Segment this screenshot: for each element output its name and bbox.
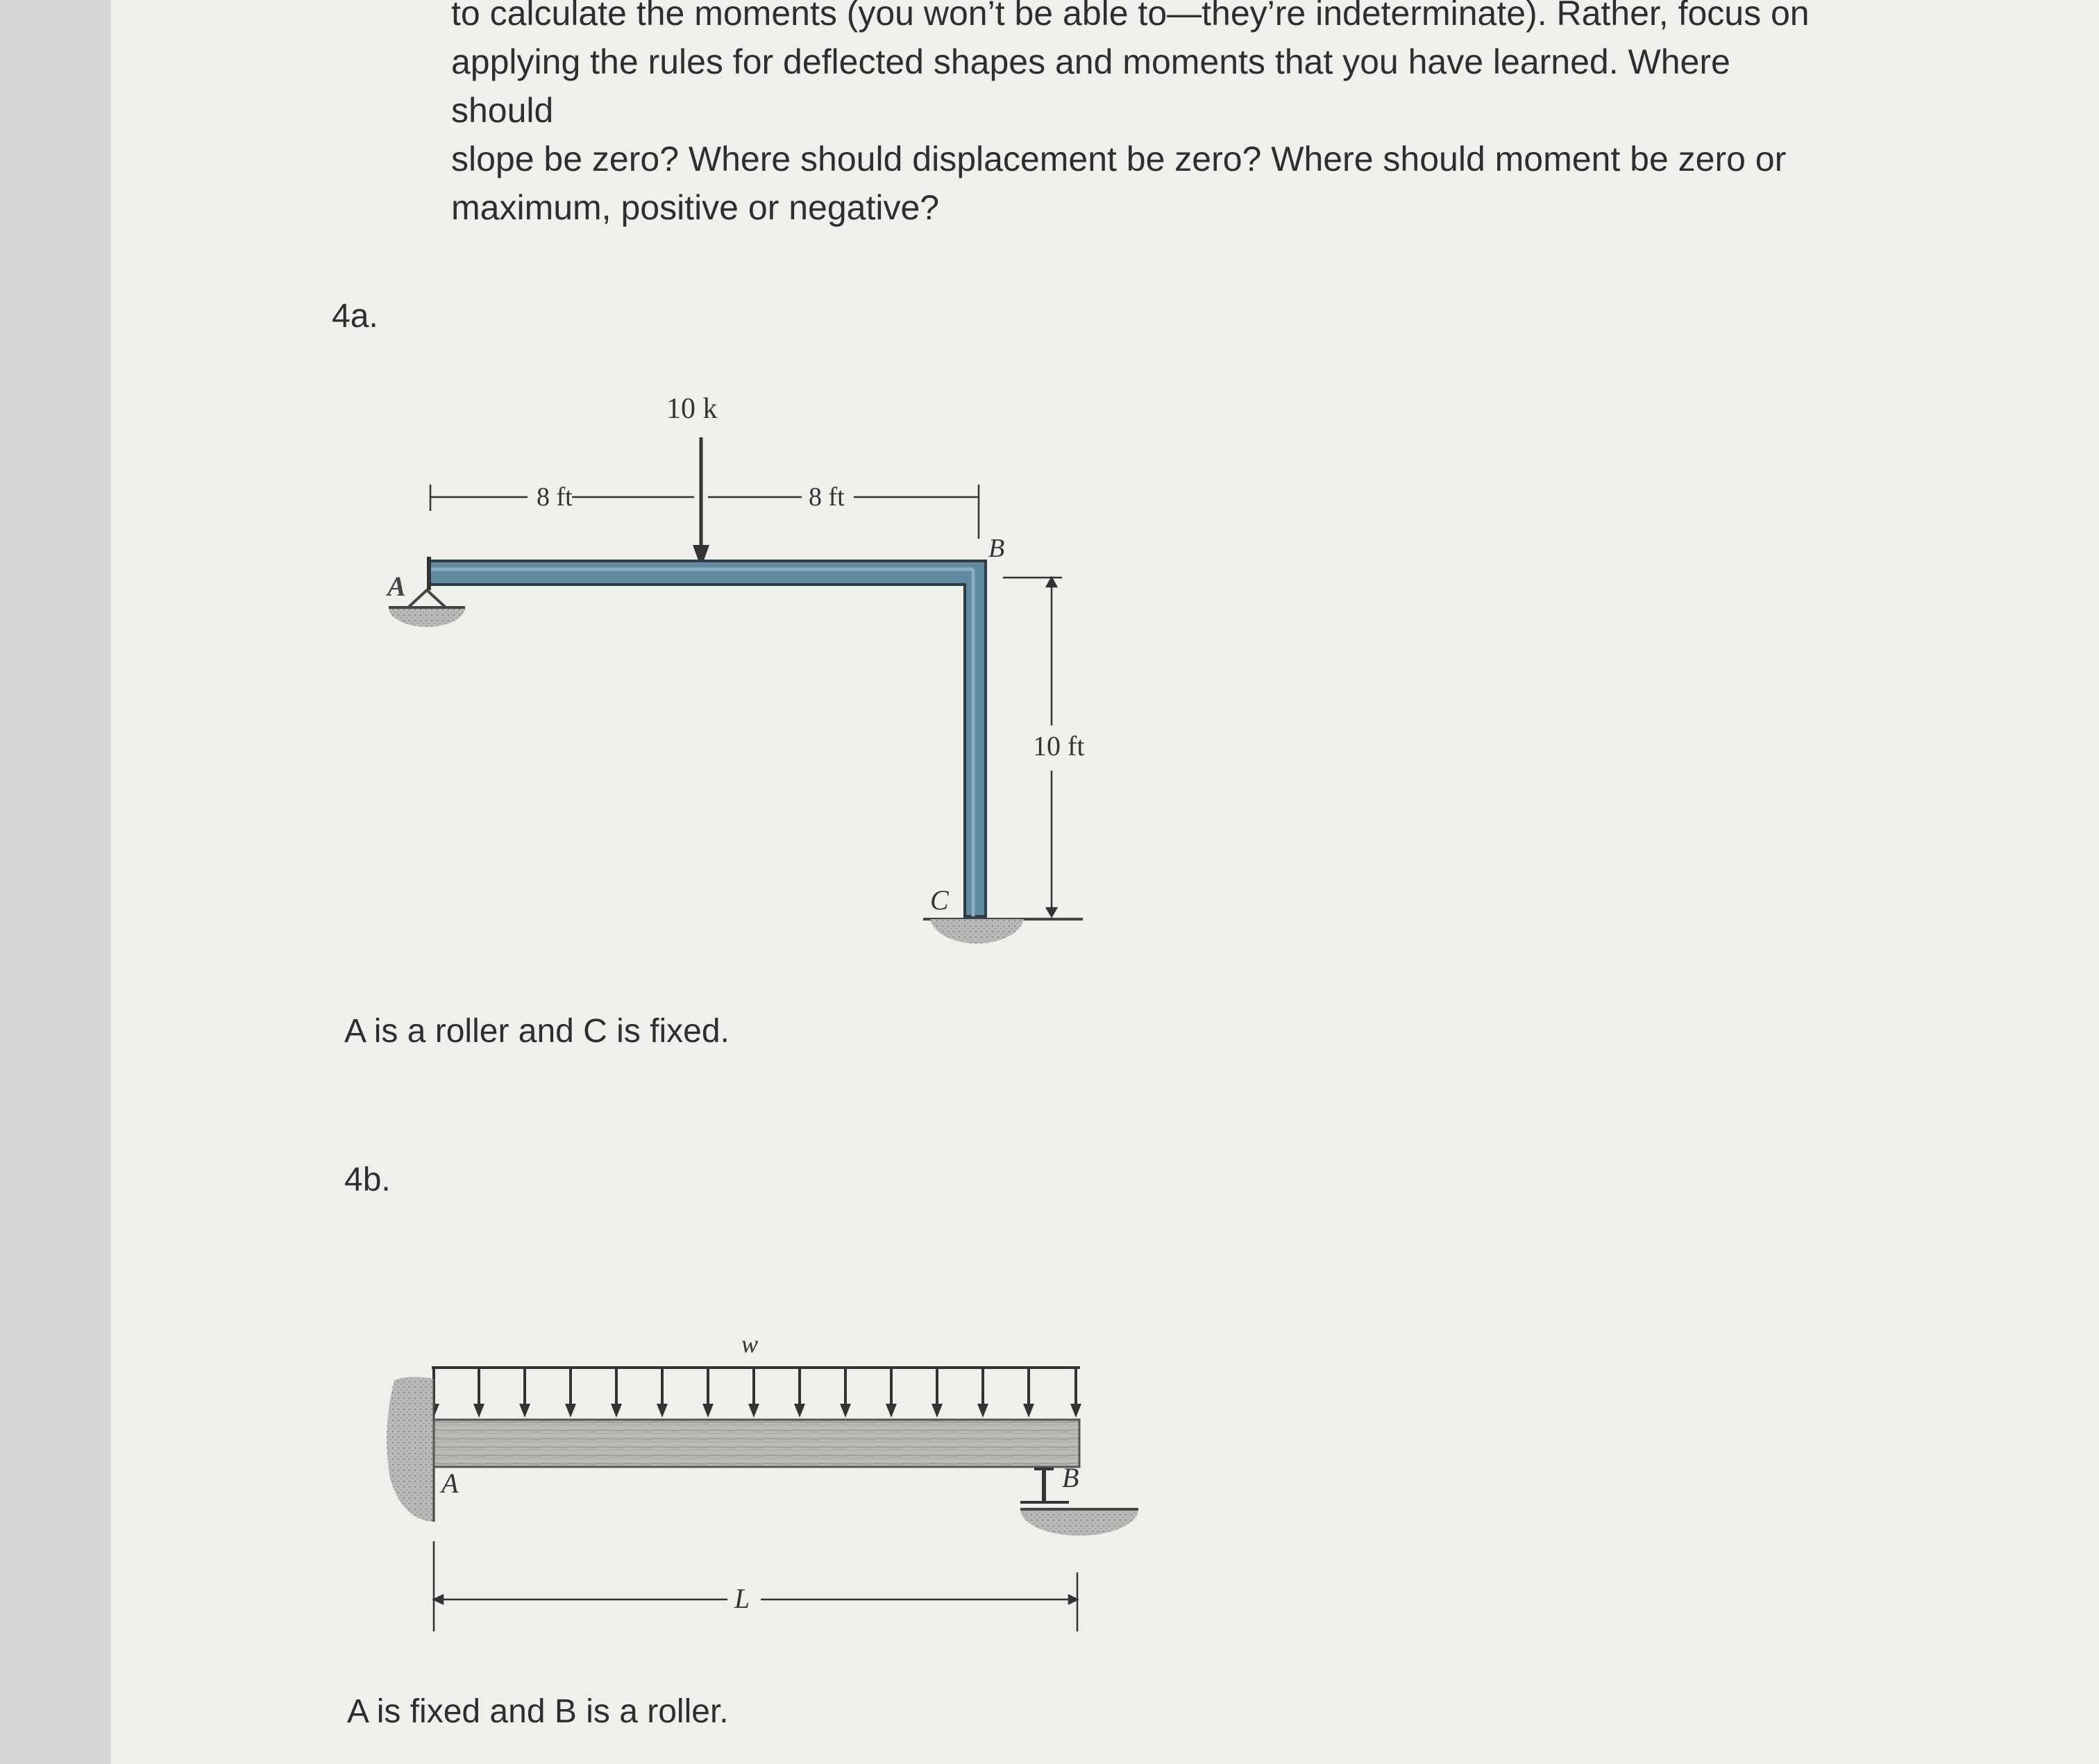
beam-figure-4b [375, 1319, 1208, 1652]
node-a-label: A [387, 571, 406, 602]
fixed-support-c [923, 919, 1083, 943]
instructions-line: slope be zero? Where should displacement be zero? Where should moment be zero or [451, 140, 1787, 178]
distributed-load-label: w [741, 1330, 759, 1358]
distributed-load-arrows [428, 1368, 1081, 1418]
node-b-label: B [1062, 1462, 1079, 1493]
node-b-label: B [988, 534, 1005, 563]
instructions-line: maximum, positive or negative? [451, 188, 940, 227]
fixed-wall-a [387, 1377, 434, 1522]
instructions-line: to calculate the moments (you won’t be able to—they’re indeterminate). Rather, focus on [451, 0, 1810, 33]
beam-member [434, 1420, 1079, 1467]
point-load-arrow [693, 437, 709, 568]
frame-member [429, 561, 986, 916]
span-label: L [734, 1583, 750, 1614]
dimension-line-span [434, 1541, 1077, 1631]
instructions-line: applying the rules for deflected shapes and moments that you have learned. Where should [451, 42, 1730, 130]
problem-4b-caption: A is fixed and B is a roller. [347, 1693, 729, 1730]
problem-4a-caption: A is a roller and C is fixed. [344, 1013, 730, 1050]
span-right-label: 8 ft [809, 482, 845, 512]
column-height-label: 10 ft [1033, 730, 1085, 762]
problem-4a-number: 4a. [332, 298, 378, 335]
instructions-paragraph [451, 0, 1839, 232]
dimension-line-top [430, 485, 979, 539]
span-left-label: 8 ft [537, 482, 573, 512]
node-a-label: A [441, 1468, 459, 1499]
frame-figure-4a [375, 375, 1138, 986]
problem-4b-number: 4b. [344, 1161, 391, 1198]
roller-support-b [1020, 1469, 1138, 1536]
node-c-label: C [930, 884, 949, 916]
point-load-label: 10 k [666, 393, 718, 425]
